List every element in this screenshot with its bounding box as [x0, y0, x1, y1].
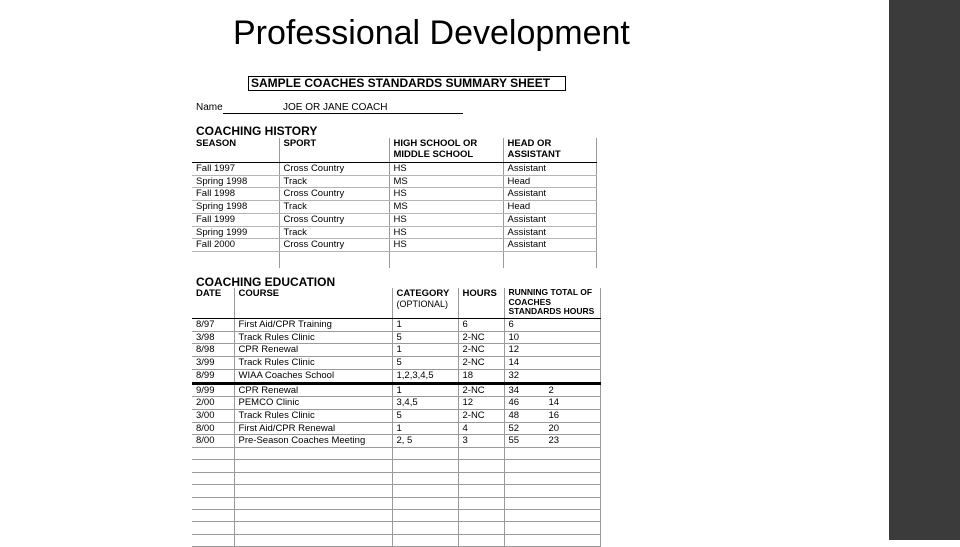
table-row [192, 435, 600, 448]
education-running-total: 34 [508, 384, 520, 396]
education-empty-cell [234, 522, 392, 534]
education-empty-cell [504, 509, 600, 521]
coaching-history-title: COACHING HISTORY [196, 124, 318, 138]
history-spacer-row [192, 251, 596, 268]
education-category-cell: 5 [392, 331, 458, 344]
history-school-cell: MS [389, 175, 503, 188]
education-date-cell: 8/99 [192, 369, 234, 383]
education-course-cell: First Aid/CPR Training [234, 319, 392, 332]
table-row [192, 188, 596, 201]
coaching-education-title: COACHING EDUCATION [196, 275, 336, 289]
education-hours-cell: 12 [458, 397, 504, 410]
education-empty-cell [192, 534, 234, 546]
education-course-cell: CPR Renewal [234, 344, 392, 357]
education-category-cell: 5 [392, 409, 458, 422]
education-blank-row [192, 472, 600, 484]
education-total-cell [504, 319, 600, 332]
education-total-cell [504, 344, 600, 357]
history-empty-cell [192, 251, 279, 268]
history-season-cell: Spring 1998 [192, 201, 279, 214]
education-empty-cell [504, 485, 600, 497]
education-empty-cell [504, 497, 600, 509]
education-empty-cell [458, 522, 504, 534]
education-empty-cell [192, 485, 234, 497]
education-empty-cell [234, 448, 392, 460]
history-season-cell: Spring 1998 [192, 175, 279, 188]
education-course-cell: CPR Renewal [234, 383, 392, 397]
education-category-cell: 5 [392, 357, 458, 370]
history-header-school: HIGH SCHOOL OR MIDDLE SCHOOL [389, 138, 503, 163]
education-header-course: COURSE [234, 288, 392, 319]
education-header-category [392, 288, 458, 319]
history-header-row [192, 138, 596, 163]
history-season-cell: Spring 1999 [192, 226, 279, 239]
education-empty-cell [392, 460, 458, 472]
education-running-total: 6 [508, 319, 514, 330]
education-running-total: 14 [508, 357, 520, 369]
education-running-total: 55 [508, 435, 520, 447]
education-blank-row [192, 534, 600, 546]
education-total-cell [504, 409, 600, 422]
history-empty-cell [389, 251, 503, 268]
education-category-cell: 1 [392, 422, 458, 435]
education-course-cell: Track Rules Clinic [234, 331, 392, 344]
education-empty-cell [392, 509, 458, 521]
education-empty-cell [458, 448, 504, 460]
education-empty-cell [458, 472, 504, 484]
education-empty-cell [392, 485, 458, 497]
education-empty-cell [234, 460, 392, 472]
education-running-total: 48 [508, 409, 520, 421]
education-header-row [192, 288, 600, 319]
education-empty-cell [392, 522, 458, 534]
education-empty-cell [192, 448, 234, 460]
education-hours-cell: 2-NC [458, 409, 504, 422]
table-row [192, 213, 596, 226]
education-header-date: DATE [192, 288, 234, 319]
coaching-education-table [192, 288, 601, 547]
history-sport-cell: Cross Country [279, 213, 389, 226]
education-empty-cell [234, 497, 392, 509]
education-blank-row [192, 522, 600, 534]
education-hours-cell: 2-NC [458, 357, 504, 370]
history-season-cell: Fall 2000 [192, 239, 279, 252]
education-running-total: 32 [508, 369, 520, 381]
education-hours-cell: 2-NC [458, 383, 504, 397]
education-hours-cell: 18 [458, 369, 504, 383]
history-header-sport: SPORT [279, 138, 389, 163]
name-label: Name [196, 102, 223, 113]
education-empty-cell [192, 472, 234, 484]
education-category-cell: 3,4,5 [392, 397, 458, 410]
education-date-cell: 8/97 [192, 319, 234, 332]
education-empty-cell [392, 497, 458, 509]
history-sport-cell: Cross Country [279, 163, 389, 176]
education-empty-cell [234, 485, 392, 497]
education-hours-cell: 2-NC [458, 331, 504, 344]
education-empty-cell [504, 460, 600, 472]
history-role-cell: Assistant [503, 213, 596, 226]
table-row [192, 331, 600, 344]
education-empty-cell [504, 534, 600, 546]
history-school-cell: HS [389, 226, 503, 239]
table-row [192, 409, 600, 422]
education-standards-hours: 16 [548, 409, 560, 421]
education-empty-cell [192, 460, 234, 472]
history-sport-cell: Track [279, 175, 389, 188]
education-header-category-label: CATEGORY [396, 288, 450, 299]
education-total-cell [504, 331, 600, 344]
table-row [192, 369, 600, 383]
table-row [192, 397, 600, 410]
education-total-cell [504, 422, 600, 435]
table-row [192, 201, 596, 214]
history-season-cell: Fall 1997 [192, 163, 279, 176]
table-row [192, 422, 600, 435]
sheet-title: SAMPLE COACHES STANDARDS SUMMARY SHEET [248, 76, 566, 91]
table-row [192, 175, 596, 188]
coaching-history-table [192, 138, 597, 268]
education-course-cell: Pre-Season Coaches Meeting [234, 435, 392, 448]
history-sport-cell: Track [279, 201, 389, 214]
education-standards-hours: 20 [548, 422, 560, 434]
education-empty-cell [192, 509, 234, 521]
name-value: JOE OR JANE COACH [283, 102, 388, 113]
history-empty-cell [279, 251, 389, 268]
history-school-cell: HS [389, 239, 503, 252]
education-standards-hours: 2 [548, 384, 554, 396]
education-empty-cell [234, 534, 392, 546]
history-header-role: HEAD OR ASSISTANT [503, 138, 596, 163]
table-row [192, 239, 596, 252]
education-category-cell: 1 [392, 319, 458, 332]
education-course-cell: Track Rules Clinic [234, 409, 392, 422]
education-empty-cell [458, 485, 504, 497]
history-header-season: SEASON [192, 138, 279, 163]
education-total-cell [504, 369, 600, 383]
education-running-total: 52 [508, 422, 520, 434]
education-category-cell: 2, 5 [392, 435, 458, 448]
history-role-cell: Head [503, 201, 596, 214]
education-category-cell: 1,2,3,4,5 [392, 369, 458, 383]
education-blank-row [192, 460, 600, 472]
education-empty-cell [192, 522, 234, 534]
education-running-total: 10 [508, 331, 520, 343]
history-role-cell: Assistant [503, 188, 596, 201]
education-category-cell: 1 [392, 383, 458, 397]
education-course-cell: Track Rules Clinic [234, 357, 392, 370]
table-row [192, 319, 600, 332]
education-total-cell [504, 357, 600, 370]
education-running-total: 46 [508, 397, 520, 409]
education-total-cell [504, 435, 600, 448]
history-empty-cell [503, 251, 596, 268]
education-empty-cell [392, 448, 458, 460]
education-blank-row [192, 485, 600, 497]
education-empty-cell [504, 522, 600, 534]
education-category-note: (OPTIONAL) [396, 299, 449, 309]
education-total-cell [504, 397, 600, 410]
education-total-cell [504, 383, 600, 397]
history-season-cell: Fall 1999 [192, 213, 279, 226]
education-date-cell: 8/00 [192, 422, 234, 435]
table-row [192, 357, 600, 370]
right-side-bar [889, 0, 960, 540]
education-standards-hours: 23 [548, 435, 560, 447]
education-date-cell: 3/00 [192, 409, 234, 422]
education-category-cell: 1 [392, 344, 458, 357]
education-empty-cell [504, 448, 600, 460]
education-empty-cell [458, 534, 504, 546]
education-empty-cell [458, 497, 504, 509]
education-header-hours: HOURS [458, 288, 504, 319]
education-empty-cell [458, 509, 504, 521]
history-school-cell: MS [389, 201, 503, 214]
education-date-cell: 9/99 [192, 383, 234, 397]
education-empty-cell [234, 472, 392, 484]
education-empty-cell [392, 534, 458, 546]
history-role-cell: Assistant [503, 239, 596, 252]
education-date-cell: 8/00 [192, 435, 234, 448]
history-sport-cell: Cross Country [279, 239, 389, 252]
history-school-cell: HS [389, 188, 503, 201]
history-season-cell: Fall 1998 [192, 188, 279, 201]
education-empty-cell [392, 472, 458, 484]
education-course-cell: First Aid/CPR Renewal [234, 422, 392, 435]
education-date-cell: 8/98 [192, 344, 234, 357]
history-sport-cell: Track [279, 226, 389, 239]
education-header-running-total: RUNNING TOTAL OF COACHES STANDARDS HOURS [504, 288, 600, 319]
history-school-cell: HS [389, 213, 503, 226]
education-hours-cell: 6 [458, 319, 504, 332]
education-course-cell: PEMCO Clinic [234, 397, 392, 410]
education-empty-cell [234, 509, 392, 521]
education-running-total: 12 [508, 344, 520, 356]
education-hours-cell: 2-NC [458, 344, 504, 357]
education-empty-cell [192, 497, 234, 509]
history-school-cell: HS [389, 163, 503, 176]
table-row [192, 163, 596, 176]
history-role-cell: Assistant [503, 226, 596, 239]
education-blank-row [192, 448, 600, 460]
education-date-cell: 2/00 [192, 397, 234, 410]
table-row [192, 344, 600, 357]
table-row [192, 383, 600, 397]
education-blank-row [192, 497, 600, 509]
table-row [192, 226, 596, 239]
education-empty-cell [458, 460, 504, 472]
education-hours-cell: 4 [458, 422, 504, 435]
education-date-cell: 3/98 [192, 331, 234, 344]
history-role-cell: Assistant [503, 163, 596, 176]
education-blank-row [192, 509, 600, 521]
name-field [223, 102, 463, 114]
education-date-cell: 3/99 [192, 357, 234, 370]
slide-title: Professional Development [233, 14, 630, 52]
education-standards-hours: 14 [548, 397, 560, 409]
history-sport-cell: Cross Country [279, 188, 389, 201]
education-hours-cell: 3 [458, 435, 504, 448]
education-empty-cell [504, 472, 600, 484]
history-role-cell: Head [503, 175, 596, 188]
education-course-cell: WIAA Coaches School [234, 369, 392, 383]
